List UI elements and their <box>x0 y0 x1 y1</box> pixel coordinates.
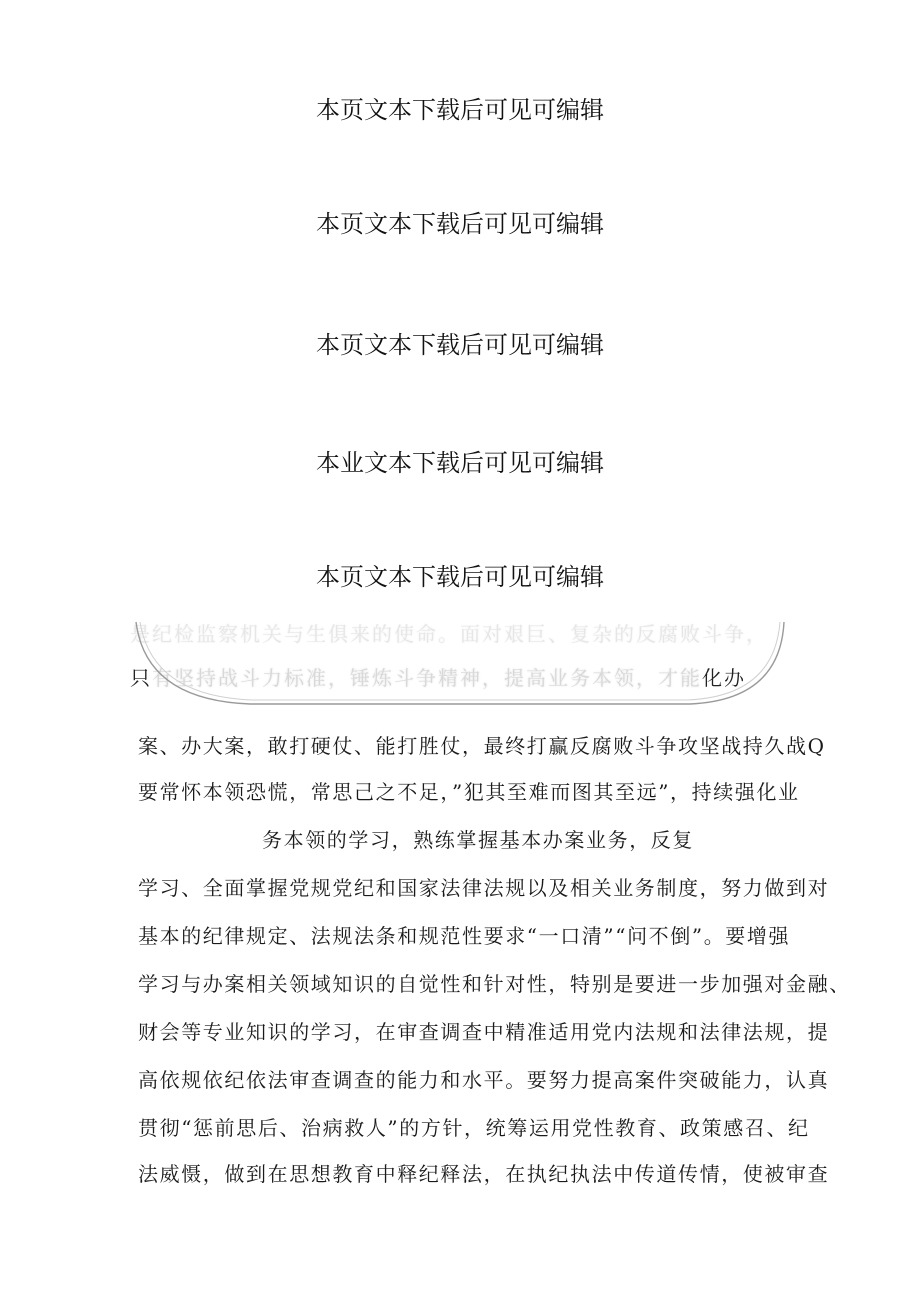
body-text-line: 财会等专业知识的学习，在审查调查中精准适用党内法规和法律法规，提 <box>138 1020 830 1044</box>
body-text-line: 法威慑，做到在思想教育中释纪释法，在执纪执法中传道传情，使被审查 <box>138 1162 830 1186</box>
body-text-line: 学习、全面掌握党规党纪和国家法律法规以及相关业务制度，努力做到对 <box>138 876 830 900</box>
body-text-line: 学习与办案相关领域知识的自觉性和针对性，特别是要进一步加强对金融、 <box>138 972 851 996</box>
faded-line-tail: 化办 <box>702 666 746 690</box>
body-text-line: 高依规依纪依法审查调查的能力和水平。要努力提高案件突破能力，认真 <box>138 1068 830 1092</box>
page-curl-swoosh <box>130 600 790 712</box>
faded-text-line: 是纪检监察机关与生俱来的使命。面对艰巨、复杂的反腐败斗争， <box>130 622 768 646</box>
editable-notice-banner: 本页文本下载后可见可编辑 <box>316 563 604 591</box>
body-text-line: 贯彻“惩前思后、治病救人”的方针，统筹运用党性教育、政策感召、纪 <box>138 1116 810 1140</box>
body-text-line: 案、办大案，敢打硬仗、能打胜仗，最终打赢反腐败斗争攻坚战持久战Q <box>138 734 826 758</box>
faded-line-middle: 有坚持战斗力标准，锤炼斗争精神，提高业务本领，才能 <box>152 666 702 690</box>
editable-notice-banner: 本页文本下载后可见可编辑 <box>316 210 604 238</box>
body-text-line: 务本领的学习，熟练掌握基本办案业务，反复 <box>262 828 694 852</box>
editable-notice-banner: 本业文本下载后可见可编辑 <box>316 449 604 477</box>
faded-line-lead: 只 <box>130 666 152 690</box>
editable-notice-banner: 本页文本下载后可见可编辑 <box>316 331 604 359</box>
editable-notice-banner: 本页文本下载后可见可编辑 <box>316 96 604 124</box>
body-text-line: 要常怀本领恐慌，常思己之不足，”犯其至难而图其至远”，持续强化业 <box>138 780 800 804</box>
body-text-line: 基本的纪律规定、法规法条和规范性要求“一口清”“问不倒”。要增强 <box>138 924 791 948</box>
